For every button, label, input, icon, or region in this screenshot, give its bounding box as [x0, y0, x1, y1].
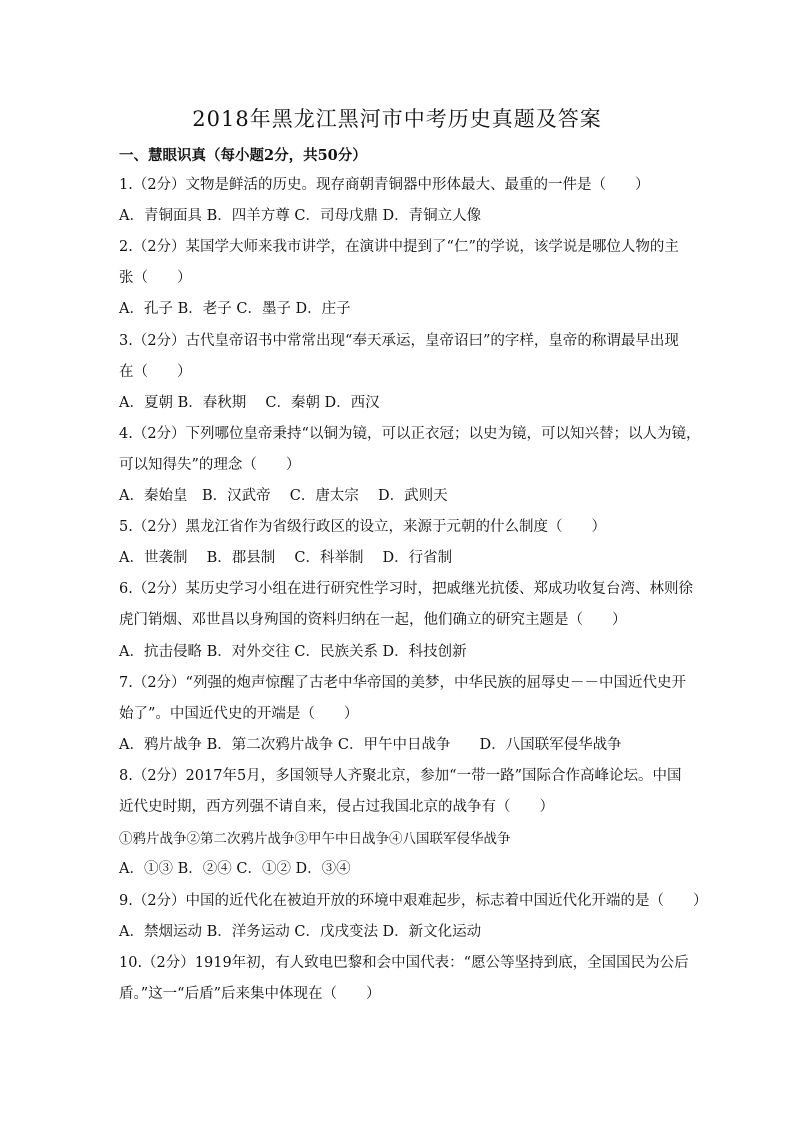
question-6-stem-line-2: 虎门销烟、邓世昌以身殉国的资料归纳在一起，他们确立的研究主题是（ ）: [119, 612, 627, 628]
question-2-stem-line-1: 2.（2分）某国学大师来我市讲学，在演讲中提到了“仁”的学说，该学说是哪位人物的主: [119, 239, 679, 255]
question-1-options: A．青铜面具 B．四羊方尊 C．司母戊鼎 D．青铜立人像: [119, 208, 482, 224]
question-6-options: A．抗击侵略 B．对外交往 C．民族关系 D．科技创新: [119, 644, 467, 660]
question-5-stem: 5.（2分）黑龙江省作为省级行政区的设立，来源于元朝的什么制度（ ）: [119, 519, 607, 535]
question-7-stem-line-1: 7.（2分）“列强的炮声惊醒了古老中华帝国的美梦，中华民族的屈辱史－－中国近代史开: [119, 675, 686, 691]
question-6-stem-line-1: 6.（2分）某历史学习小组在进行研究性学习时，把戚继光抗倭、郑成功收复台湾、林则徐: [119, 581, 694, 597]
question-9-options: A．禁烟运动 B．洋务运动 C．戊戌变法 D．新文化运动: [119, 924, 482, 940]
question-8-options: A．①③ B．②④ C．①② D．③④: [119, 861, 351, 877]
question-4-stem-line-2: 可以知得失”的理念（ ）: [119, 457, 301, 473]
document-title: 2018年黑龙江黑河市中考历史真题及答案: [192, 107, 602, 131]
question-4-stem-line-1: 4.（2分）下列哪位皇帝秉持“以铜为镜，可以正衣冠；以史为镜，可以知兴替；以人为镜，: [119, 426, 701, 442]
question-2-options: A．孔子 B．老子 C．墨子 D．庄子: [119, 301, 351, 317]
question-3-stem-line-2: 在（ ）: [119, 364, 192, 380]
question-10-stem-line-1: 10.（2分）1919年初，有人致电巴黎和会中国代表：“愿公等坚持到底，全国国民为公后: [119, 955, 689, 971]
question-4-options: A．秦始皇 B．汉武帝 C．唐太宗 D．武则天: [119, 488, 448, 504]
question-3-stem-line-1: 3.（2分）古代皇帝诏书中常常出现“奉天承运，皇帝诏曰”的字样，皇帝的称谓最早出现: [119, 333, 679, 349]
question-8-items: ①鸦片战争②第二次鸦片战争③甲午中日战争④八国联军侵华战争: [119, 831, 511, 847]
question-2-stem-line-2: 张（ ）: [119, 270, 192, 286]
question-7-options: A．鸦片战争 B．第二次鸦片战争 C．甲午中日战争 D．八国联军侵华战争: [119, 737, 622, 753]
question-8-stem-line-1: 8.（2分）2017年5月，多国领导人齐聚北京，参加“一带一路”国际合作高峰论坛。中国: [119, 768, 682, 784]
question-8-stem-line-2: 近代史时期，西方列强不请自来，侵占过我国北京的战争有（ ）: [119, 799, 554, 815]
question-1-stem: 1.（2分）文物是鲜活的历史。现存商朝青铜器中形体最大、最重的一件是（ ）: [119, 177, 650, 193]
question-7-stem-line-2: 始了”。中国近代史的开端是（ ）: [119, 706, 359, 722]
section-heading: 一、慧眼识真（每小题2分，共50分）: [119, 147, 367, 164]
question-5-options: A．世袭制 B．郡县制 C．科举制 D．行省制: [119, 550, 453, 566]
question-9-stem: 9.（2分）中国的近代化在被迫开放的环境中艰难起步，标志着中国近代化开端的是（ ）: [119, 893, 708, 909]
question-10-stem-line-2: 盾。”这一“后盾”后来集中体现在（ ）: [119, 986, 381, 1002]
question-3-options: A．夏朝 B．春秋期 C．秦朝 D．西汉: [119, 395, 380, 411]
